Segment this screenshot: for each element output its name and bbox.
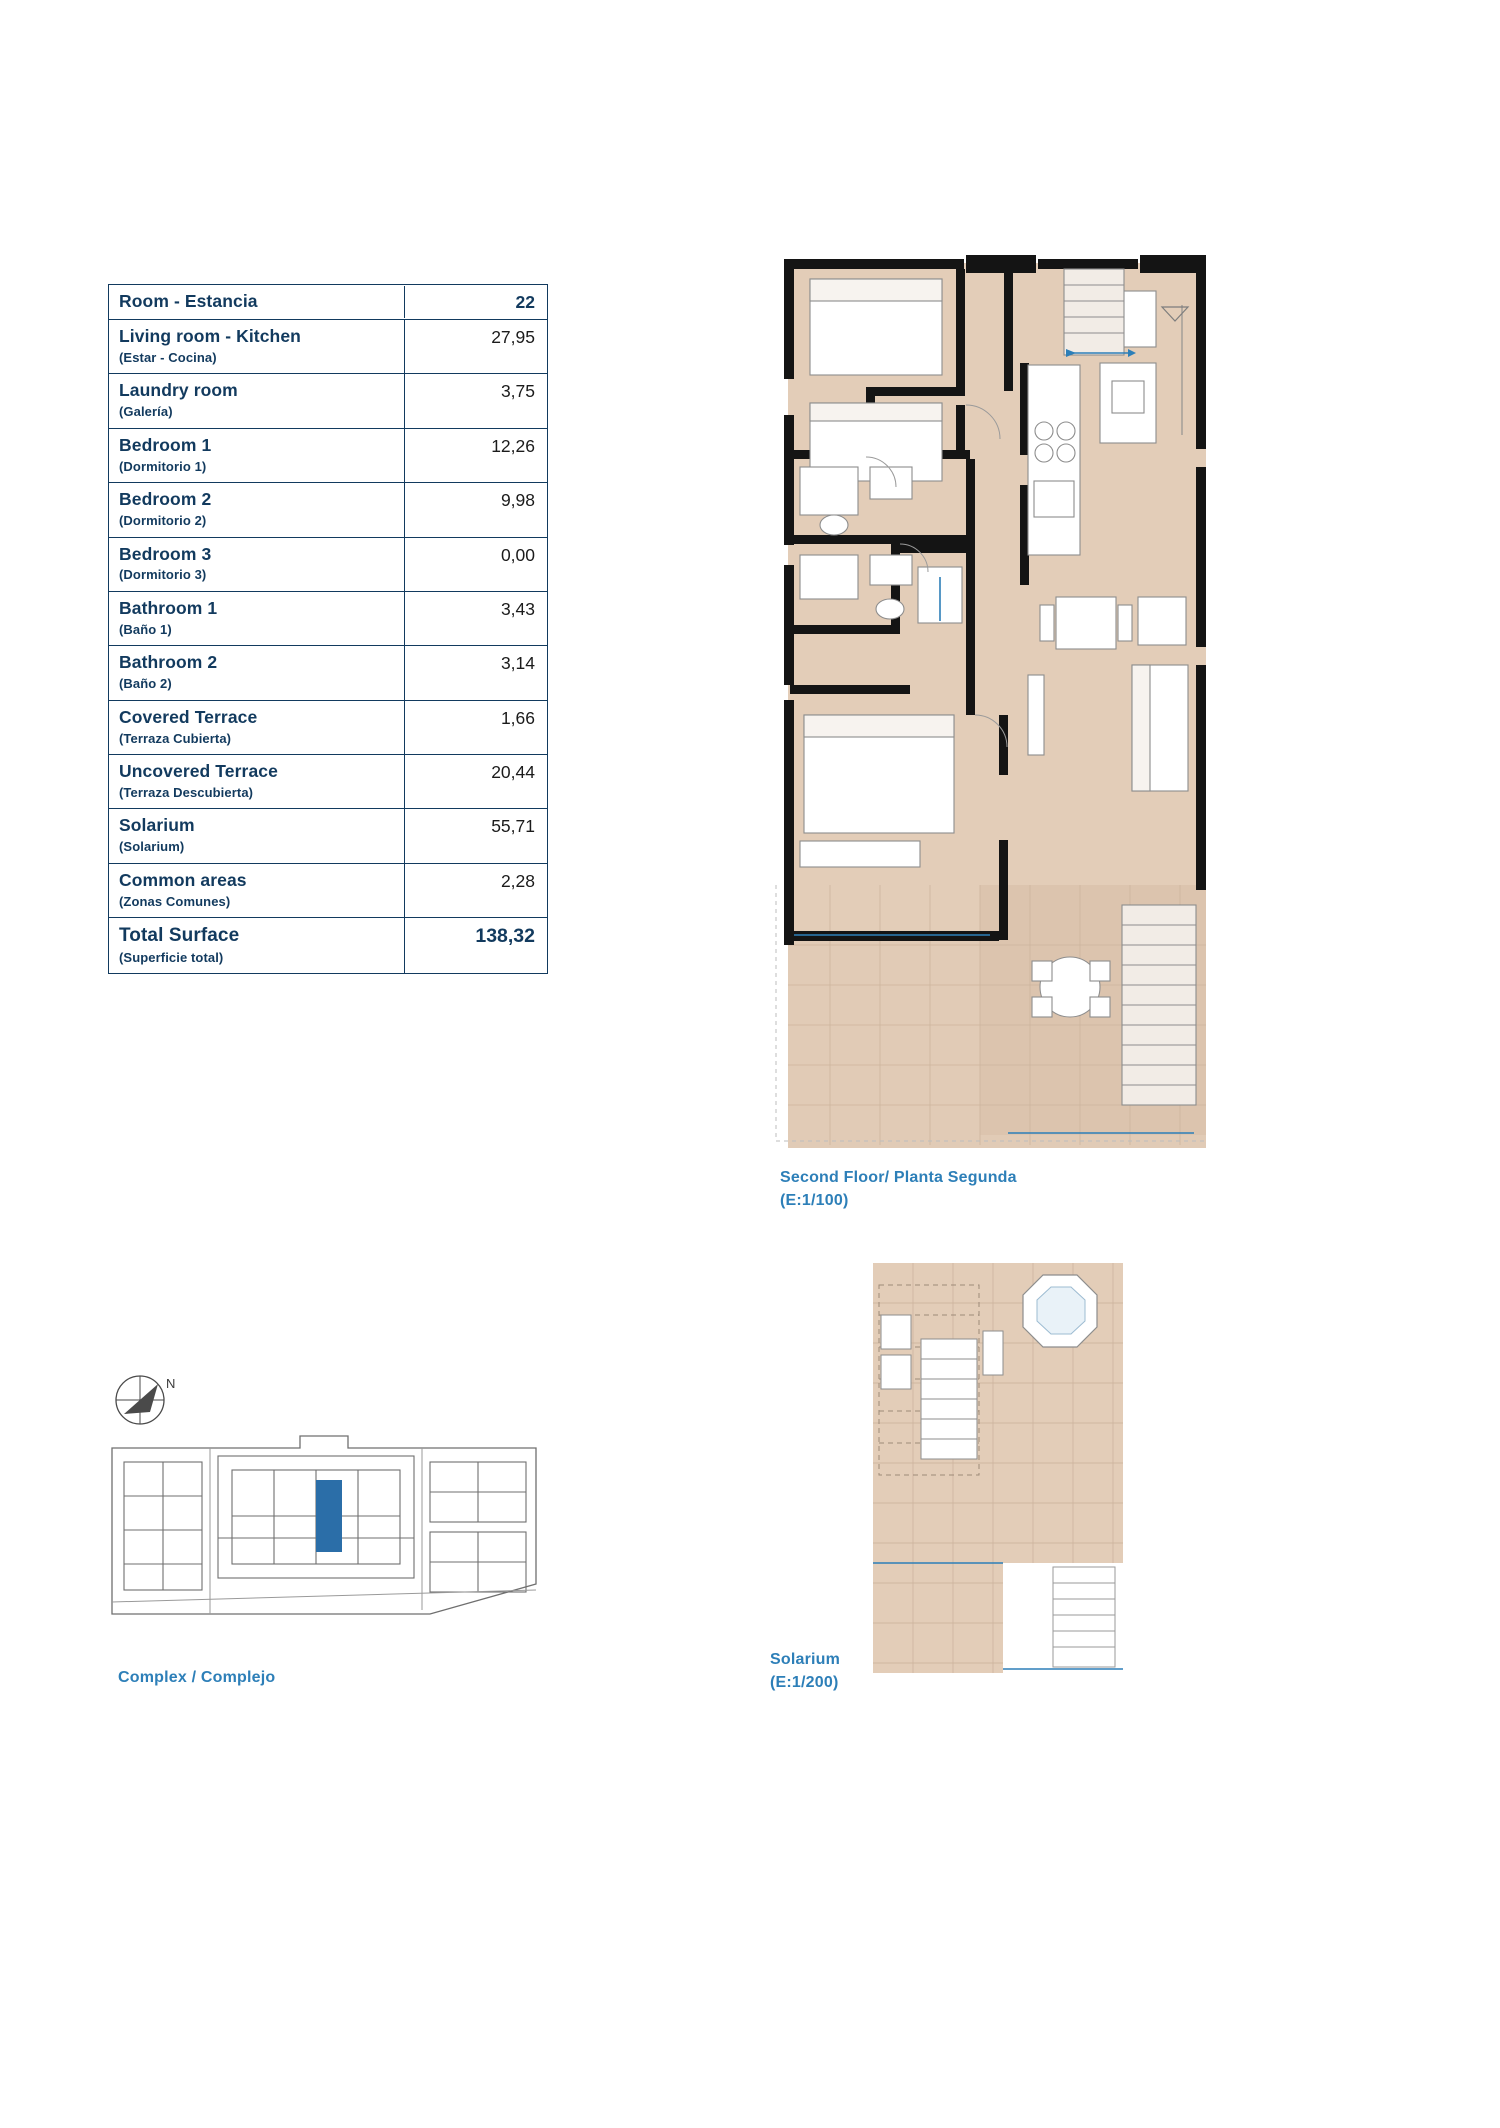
table-row — [109, 429, 547, 483]
room-name-cell — [109, 864, 405, 917]
room-name-en: Bedroom 2 — [119, 489, 212, 510]
total-name-en: Total Surface — [119, 925, 240, 947]
room-name-en: Laundry room — [119, 380, 238, 401]
room-name-es: (Baño 1) — [119, 621, 172, 637]
table-row — [109, 538, 547, 592]
solarium-plan — [865, 1255, 1135, 1685]
room-name-en: Bathroom 1 — [119, 597, 218, 618]
room-name-cell — [109, 429, 405, 482]
room-name-cell — [109, 538, 405, 591]
table-header-row — [109, 285, 547, 320]
room-name-es: (Solarium) — [119, 839, 185, 855]
room-name-es: (Estar - Cocina) — [119, 349, 217, 365]
second-floor-caption — [780, 1166, 1017, 1212]
room-name-en: Covered Terrace — [119, 706, 258, 727]
solarium-caption — [770, 1648, 840, 1694]
room-value-cell — [405, 429, 547, 482]
table-row — [109, 592, 547, 646]
room-name-cell — [109, 483, 405, 536]
room-value-cell — [405, 755, 547, 808]
table-row — [109, 755, 547, 809]
total-value: 138,32 — [475, 925, 535, 948]
room-value-cell — [405, 646, 547, 699]
room-value: 1,66 — [500, 707, 535, 728]
room-value-cell — [405, 320, 547, 373]
room-name-es: (Galería) — [119, 404, 173, 420]
room-name-cell — [109, 374, 405, 427]
room-name-cell — [109, 646, 405, 699]
solarium-caption-title: Solarium — [770, 1651, 841, 1668]
room-value: 27,95 — [491, 327, 535, 347]
room-name-es: (Dormitorio 1) — [119, 458, 207, 474]
highlighted-unit — [316, 1480, 342, 1552]
total-name-es: (Superficie total) — [119, 949, 224, 965]
room-value: 55,71 — [491, 816, 535, 837]
complex-caption — [118, 1666, 275, 1689]
total-name-cell — [109, 918, 405, 973]
room-value: 20,44 — [491, 762, 535, 782]
table-row — [109, 646, 547, 700]
room-name-cell — [109, 320, 405, 373]
room-value-cell — [405, 483, 547, 536]
room-name-cell — [109, 592, 405, 645]
table-header-value-cell — [405, 286, 547, 318]
jacuzzi-icon — [1023, 1275, 1097, 1347]
second-floor-plan-svg — [770, 245, 1290, 1155]
room-name-en: Bedroom 3 — [119, 543, 212, 564]
room-name-en: Living room - Kitchen — [119, 326, 301, 346]
table-row — [109, 864, 547, 918]
room-value-cell — [405, 701, 547, 754]
room-value: 3,43 — [500, 598, 535, 619]
complex-plan-svg — [100, 1370, 560, 1670]
room-value-cell — [405, 374, 547, 427]
room-name-es: (Dormitorio 2) — [119, 513, 207, 528]
room-name-en: Bedroom 1 — [119, 434, 212, 455]
solarium-caption-scale: (E:1/200) — [770, 1674, 839, 1692]
room-name-en: Common areas — [119, 869, 247, 890]
room-value: 9,98 — [500, 490, 535, 511]
table-row — [109, 809, 547, 863]
room-value-cell — [405, 538, 547, 591]
solarium-stairs — [921, 1339, 977, 1459]
solarium-plan-svg — [865, 1255, 1135, 1685]
table-row — [109, 374, 547, 428]
room-value-cell — [405, 592, 547, 645]
room-value: 2,28 — [500, 870, 535, 891]
room-value-cell — [405, 864, 547, 917]
second-floor-plan — [770, 245, 1290, 1155]
areas-table — [108, 284, 548, 974]
total-value-cell — [405, 918, 547, 973]
room-name-en: Solarium — [119, 815, 195, 836]
room-name-es: (Terraza Cubierta) — [119, 730, 232, 746]
room-name-es: (Terraza Descubierta) — [119, 784, 254, 800]
room-name-cell — [109, 701, 405, 754]
room-value: 3,75 — [500, 381, 535, 402]
complex-caption-title: Complex / Complejo — [118, 1669, 276, 1686]
second-floor-caption-title: Second Floor/ Planta Segunda — [780, 1169, 1017, 1186]
room-name-es: (Dormitorio 3) — [119, 567, 207, 583]
room-name-en: Bathroom 2 — [119, 652, 218, 673]
room-value: 12,26 — [491, 435, 535, 456]
second-floor-caption-scale: (E:1/100) — [780, 1192, 849, 1210]
complex-plan — [100, 1370, 560, 1670]
table-row — [109, 483, 547, 537]
compass-icon — [116, 1376, 175, 1424]
room-value-cell — [405, 809, 547, 862]
table-total-row — [109, 918, 547, 973]
room-name-en: Uncovered Terrace — [119, 761, 278, 781]
room-name-cell — [109, 809, 405, 862]
table-header-name-cell — [109, 286, 405, 318]
table-header-label: Room - Estancia — [119, 291, 258, 312]
room-value: 0,00 — [500, 544, 535, 565]
room-name-cell — [109, 755, 405, 808]
room-value: 3,14 — [500, 653, 535, 674]
table-row — [109, 701, 547, 755]
room-name-es: (Zonas Comunes) — [119, 893, 231, 909]
table-row — [109, 320, 547, 374]
room-name-es: (Baño 2) — [119, 676, 172, 692]
compass-north-label: N — [166, 1376, 176, 1391]
table-header-value: 22 — [515, 292, 535, 312]
